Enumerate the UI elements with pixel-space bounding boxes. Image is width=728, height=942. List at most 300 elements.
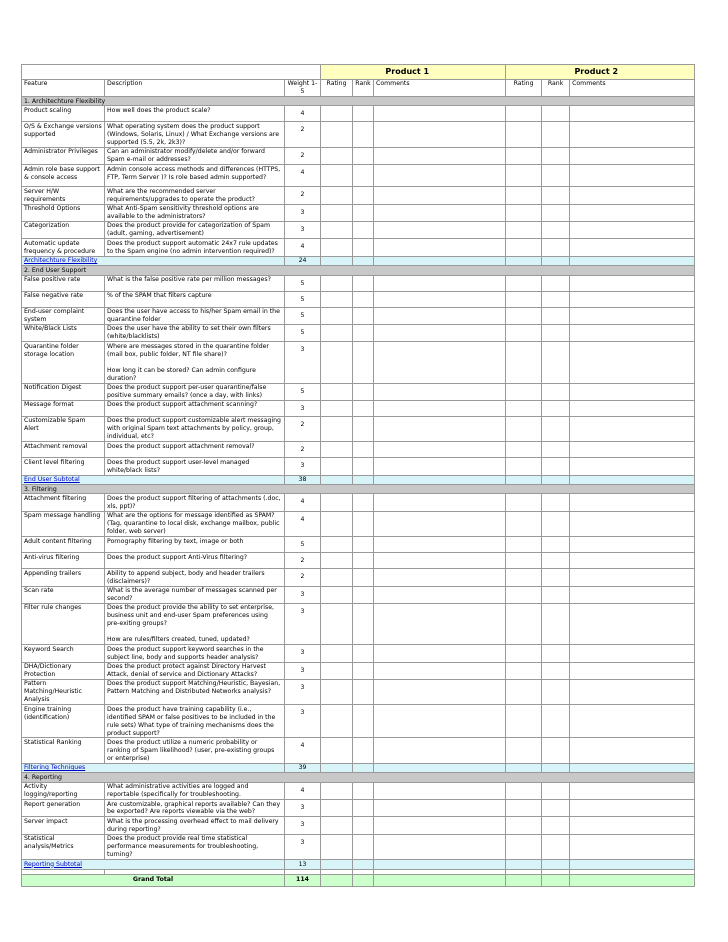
comments-cell-product-1[interactable] — [374, 400, 506, 416]
subtotal-blank-cell[interactable] — [570, 763, 695, 772]
subtotal-blank-cell[interactable] — [570, 256, 695, 265]
subtotal-label[interactable]: Filtering Techniques — [22, 763, 285, 772]
feature-cell[interactable]: End-user complaint system — [22, 307, 105, 324]
description-cell[interactable] — [105, 553, 285, 569]
rank-cell-product-1[interactable] — [353, 221, 374, 238]
weight-cell[interactable]: 3 — [285, 645, 321, 662]
comments-cell-product-2[interactable] — [570, 586, 695, 603]
grand-total-blank-cell[interactable] — [542, 875, 570, 887]
subtotal-blank-cell[interactable] — [321, 860, 353, 869]
comments-cell-product-1[interactable] — [374, 705, 506, 738]
comments-cell-product-2[interactable] — [570, 494, 695, 511]
rank-cell-product-2[interactable] — [542, 645, 570, 662]
description-cell[interactable] — [105, 679, 285, 704]
comments-cell-product-2[interactable] — [570, 342, 695, 383]
comments-cell-product-1[interactable] — [374, 834, 506, 859]
rating-cell-product-1[interactable] — [321, 291, 353, 307]
rating-header-product-1[interactable]: Rating — [321, 79, 353, 97]
rating-cell-product-2[interactable] — [506, 494, 542, 511]
subtotal-blank-cell[interactable] — [570, 475, 695, 484]
section-title[interactable]: 4. Reporting — [22, 773, 695, 782]
rating-cell-product-1[interactable] — [321, 662, 353, 679]
rating-cell-product-2[interactable] — [506, 204, 542, 221]
subtotal-weight[interactable]: 39 — [285, 763, 321, 772]
subtotal-weight[interactable]: 24 — [285, 256, 321, 265]
comments-cell-product-2[interactable] — [570, 662, 695, 679]
rating-cell-product-2[interactable] — [506, 586, 542, 603]
feature-cell[interactable]: DHA/Dictionary Protection — [22, 662, 105, 679]
description-cell[interactable] — [105, 800, 285, 817]
rating-cell-product-1[interactable] — [321, 307, 353, 324]
grand-total-blank-cell[interactable] — [374, 875, 506, 887]
rating-cell-product-1[interactable] — [321, 416, 353, 441]
feature-cell[interactable]: Client level filtering — [22, 458, 105, 475]
rating-cell-product-1[interactable] — [321, 800, 353, 817]
comments-cell-product-1[interactable] — [374, 275, 506, 291]
comments-cell-product-1[interactable] — [374, 586, 506, 603]
rank-cell-product-2[interactable] — [542, 679, 570, 704]
rank-cell-product-2[interactable] — [542, 147, 570, 164]
rank-cell-product-1[interactable] — [353, 553, 374, 569]
rank-cell-product-2[interactable] — [542, 511, 570, 536]
description-cell[interactable] — [105, 291, 285, 307]
rank-cell-product-1[interactable] — [353, 147, 374, 164]
rank-cell-product-2[interactable] — [542, 324, 570, 341]
comments-cell-product-2[interactable] — [570, 307, 695, 324]
rating-cell-product-2[interactable] — [506, 275, 542, 291]
rank-header-product-2[interactable]: Rank — [542, 79, 570, 97]
feature-cell[interactable]: Product scaling — [22, 106, 105, 122]
weight-cell[interactable]: 3 — [285, 204, 321, 221]
subtotal-blank-cell[interactable] — [506, 256, 542, 265]
rank-cell-product-2[interactable] — [542, 537, 570, 553]
comments-cell-product-1[interactable] — [374, 106, 506, 122]
rating-cell-product-2[interactable] — [506, 239, 542, 256]
feature-cell[interactable]: Spam message handling — [22, 511, 105, 536]
rating-cell-product-1[interactable] — [321, 817, 353, 834]
description-cell[interactable] — [105, 603, 285, 644]
rank-cell-product-2[interactable] — [542, 106, 570, 122]
comments-cell-product-1[interactable] — [374, 494, 506, 511]
subtotal-blank-cell[interactable] — [570, 860, 695, 869]
rank-cell-product-1[interactable] — [353, 122, 374, 147]
subtotal-label[interactable]: Reporting Subtotal — [22, 860, 285, 869]
description-cell[interactable] — [105, 239, 285, 256]
subtotal-blank-cell[interactable] — [542, 475, 570, 484]
feature-cell[interactable]: Customizable Spam Alert — [22, 416, 105, 441]
subtotal-blank-cell[interactable] — [321, 763, 353, 772]
rating-cell-product-2[interactable] — [506, 342, 542, 383]
rank-cell-product-1[interactable] — [353, 106, 374, 122]
rank-cell-product-2[interactable] — [542, 662, 570, 679]
rating-cell-product-1[interactable] — [321, 511, 353, 536]
comments-cell-product-2[interactable] — [570, 275, 695, 291]
weight-cell[interactable]: 4 — [285, 106, 321, 122]
subtotal-blank-cell[interactable] — [321, 256, 353, 265]
feature-cell[interactable]: Statistical Ranking — [22, 738, 105, 763]
rank-cell-product-2[interactable] — [542, 553, 570, 569]
rank-cell-product-1[interactable] — [353, 187, 374, 204]
weight-cell[interactable]: 3 — [285, 817, 321, 834]
rank-cell-product-2[interactable] — [542, 342, 570, 383]
rating-cell-product-2[interactable] — [506, 165, 542, 187]
comments-cell-product-1[interactable] — [374, 147, 506, 164]
weight-cell[interactable]: 5 — [285, 275, 321, 291]
rank-cell-product-1[interactable] — [353, 165, 374, 187]
comments-cell-product-1[interactable] — [374, 165, 506, 187]
rank-cell-product-1[interactable] — [353, 400, 374, 416]
description-cell[interactable] — [105, 817, 285, 834]
description-cell[interactable] — [105, 307, 285, 324]
comments-cell-product-2[interactable] — [570, 147, 695, 164]
comments-cell-product-1[interactable] — [374, 383, 506, 400]
feature-cell[interactable]: Anti-virus filtering — [22, 553, 105, 569]
rank-cell-product-1[interactable] — [353, 239, 374, 256]
comments-cell-product-1[interactable] — [374, 324, 506, 341]
comments-cell-product-2[interactable] — [570, 165, 695, 187]
comments-cell-product-1[interactable] — [374, 442, 506, 458]
rank-cell-product-2[interactable] — [542, 458, 570, 475]
rating-cell-product-2[interactable] — [506, 800, 542, 817]
description-cell[interactable] — [105, 204, 285, 221]
comments-cell-product-1[interactable] — [374, 122, 506, 147]
comments-cell-product-1[interactable] — [374, 221, 506, 238]
comments-cell-product-1[interactable] — [374, 553, 506, 569]
rating-cell-product-2[interactable] — [506, 221, 542, 238]
rating-cell-product-2[interactable] — [506, 782, 542, 799]
feature-cell[interactable]: Quarantine folder storage location — [22, 342, 105, 383]
feature-cell[interactable]: Scan rate — [22, 586, 105, 603]
comments-cell-product-2[interactable] — [570, 645, 695, 662]
rating-cell-product-1[interactable] — [321, 221, 353, 238]
description-cell[interactable] — [105, 147, 285, 164]
description-cell[interactable] — [105, 569, 285, 586]
description-cell[interactable] — [105, 738, 285, 763]
comments-cell-product-2[interactable] — [570, 324, 695, 341]
feature-cell[interactable]: Statistical analysis/Metrics — [22, 834, 105, 859]
rating-cell-product-1[interactable] — [321, 239, 353, 256]
comments-cell-product-1[interactable] — [374, 307, 506, 324]
description-cell[interactable] — [105, 705, 285, 738]
rating-cell-product-1[interactable] — [321, 147, 353, 164]
weight-cell[interactable]: 4 — [285, 494, 321, 511]
comments-cell-product-1[interactable] — [374, 738, 506, 763]
feature-cell[interactable]: Notification Digest — [22, 383, 105, 400]
comments-header-product-1[interactable]: Comments — [374, 79, 506, 97]
rating-cell-product-2[interactable] — [506, 834, 542, 859]
weight-cell[interactable]: 2 — [285, 442, 321, 458]
weight-cell[interactable]: 3 — [285, 705, 321, 738]
subtotal-blank-cell[interactable] — [353, 763, 374, 772]
grand-total-blank-cell[interactable] — [353, 875, 374, 887]
rating-cell-product-2[interactable] — [506, 817, 542, 834]
rank-cell-product-2[interactable] — [542, 494, 570, 511]
comments-cell-product-2[interactable] — [570, 834, 695, 859]
weight-cell[interactable]: 5 — [285, 383, 321, 400]
comments-cell-product-1[interactable] — [374, 239, 506, 256]
description-cell[interactable] — [105, 122, 285, 147]
rank-header-product-1[interactable]: Rank — [353, 79, 374, 97]
feature-cell[interactable]: Keyword Search — [22, 645, 105, 662]
feature-cell[interactable]: Adult content filtering — [22, 537, 105, 553]
rank-cell-product-1[interactable] — [353, 800, 374, 817]
rating-cell-product-2[interactable] — [506, 511, 542, 536]
description-cell[interactable] — [105, 662, 285, 679]
weight-cell[interactable]: 3 — [285, 662, 321, 679]
description-cell[interactable] — [105, 494, 285, 511]
rank-cell-product-1[interactable] — [353, 662, 374, 679]
subtotal-blank-cell[interactable] — [542, 860, 570, 869]
comments-cell-product-2[interactable] — [570, 738, 695, 763]
rating-cell-product-2[interactable] — [506, 383, 542, 400]
rank-cell-product-2[interactable] — [542, 705, 570, 738]
rank-cell-product-2[interactable] — [542, 307, 570, 324]
comments-cell-product-2[interactable] — [570, 603, 695, 644]
rating-cell-product-1[interactable] — [321, 553, 353, 569]
weight-cell[interactable]: 3 — [285, 679, 321, 704]
rank-cell-product-1[interactable] — [353, 511, 374, 536]
rating-cell-product-1[interactable] — [321, 187, 353, 204]
description-cell[interactable] — [105, 645, 285, 662]
rating-cell-product-2[interactable] — [506, 679, 542, 704]
comments-cell-product-1[interactable] — [374, 817, 506, 834]
section-title[interactable]: 3. Filtering — [22, 485, 695, 494]
comments-cell-product-2[interactable] — [570, 537, 695, 553]
subtotal-blank-cell[interactable] — [353, 860, 374, 869]
rank-cell-product-2[interactable] — [542, 275, 570, 291]
comments-cell-product-2[interactable] — [570, 383, 695, 400]
rating-cell-product-2[interactable] — [506, 738, 542, 763]
comments-cell-product-2[interactable] — [570, 106, 695, 122]
comments-cell-product-1[interactable] — [374, 204, 506, 221]
comments-cell-product-1[interactable] — [374, 511, 506, 536]
weight-cell[interactable]: 4 — [285, 239, 321, 256]
subtotal-weight[interactable]: 38 — [285, 475, 321, 484]
feature-cell[interactable]: Pattern Matching/Heuristic Analysis — [22, 679, 105, 704]
rating-cell-product-1[interactable] — [321, 494, 353, 511]
rank-cell-product-2[interactable] — [542, 204, 570, 221]
rating-cell-product-2[interactable] — [506, 400, 542, 416]
feature-cell[interactable]: False negative rate — [22, 291, 105, 307]
section-title[interactable]: 2. End User Support — [22, 266, 695, 275]
rating-cell-product-1[interactable] — [321, 705, 353, 738]
feature-cell[interactable]: White/Black Lists — [22, 324, 105, 341]
rank-cell-product-1[interactable] — [353, 603, 374, 644]
rating-cell-product-1[interactable] — [321, 458, 353, 475]
rank-cell-product-2[interactable] — [542, 187, 570, 204]
comments-cell-product-2[interactable] — [570, 221, 695, 238]
rating-cell-product-2[interactable] — [506, 662, 542, 679]
rank-cell-product-1[interactable] — [353, 458, 374, 475]
comments-cell-product-2[interactable] — [570, 291, 695, 307]
feature-cell[interactable]: Message format — [22, 400, 105, 416]
comments-cell-product-1[interactable] — [374, 291, 506, 307]
rank-cell-product-1[interactable] — [353, 679, 374, 704]
rank-cell-product-1[interactable] — [353, 275, 374, 291]
description-cell[interactable] — [105, 400, 285, 416]
subtotal-blank-cell[interactable] — [353, 475, 374, 484]
subtotal-label[interactable]: Architechture Flexibility — [22, 256, 285, 265]
comments-cell-product-2[interactable] — [570, 187, 695, 204]
weight-header[interactable]: Weight 1-5 — [285, 79, 321, 97]
weight-cell[interactable]: 5 — [285, 291, 321, 307]
rank-cell-product-2[interactable] — [542, 291, 570, 307]
weight-cell[interactable]: 3 — [285, 603, 321, 644]
rank-cell-product-2[interactable] — [542, 817, 570, 834]
comments-cell-product-2[interactable] — [570, 553, 695, 569]
feature-cell[interactable]: Server H/W requirements — [22, 187, 105, 204]
weight-cell[interactable]: 4 — [285, 738, 321, 763]
description-cell[interactable] — [105, 187, 285, 204]
comments-cell-product-2[interactable] — [570, 569, 695, 586]
comments-cell-product-1[interactable] — [374, 603, 506, 644]
subtotal-blank-cell[interactable] — [506, 763, 542, 772]
subtotal-blank-cell[interactable] — [542, 763, 570, 772]
rank-cell-product-2[interactable] — [542, 586, 570, 603]
grand-total-weight[interactable]: 114 — [285, 875, 321, 887]
comments-cell-product-1[interactable] — [374, 800, 506, 817]
weight-cell[interactable]: 5 — [285, 324, 321, 341]
subtotal-blank-cell[interactable] — [374, 256, 506, 265]
comments-cell-product-1[interactable] — [374, 416, 506, 441]
feature-cell[interactable]: Engine training (identification) — [22, 705, 105, 738]
feature-cell[interactable]: Threshold Options — [22, 204, 105, 221]
description-cell[interactable] — [105, 324, 285, 341]
description-cell[interactable] — [105, 537, 285, 553]
weight-cell[interactable]: 2 — [285, 147, 321, 164]
rating-cell-product-1[interactable] — [321, 122, 353, 147]
comments-cell-product-1[interactable] — [374, 645, 506, 662]
comments-cell-product-2[interactable] — [570, 442, 695, 458]
description-cell[interactable] — [105, 383, 285, 400]
rank-cell-product-1[interactable] — [353, 645, 374, 662]
feature-cell[interactable]: Appending trailers — [22, 569, 105, 586]
comments-cell-product-2[interactable] — [570, 817, 695, 834]
comments-cell-product-1[interactable] — [374, 569, 506, 586]
comments-cell-product-2[interactable] — [570, 122, 695, 147]
rating-cell-product-2[interactable] — [506, 147, 542, 164]
rating-header-product-2[interactable]: Rating — [506, 79, 542, 97]
comments-cell-product-1[interactable] — [374, 662, 506, 679]
subtotal-blank-cell[interactable] — [542, 256, 570, 265]
section-title[interactable]: 1. Architechture Flexibility — [22, 97, 695, 106]
comments-cell-product-2[interactable] — [570, 679, 695, 704]
comments-cell-product-2[interactable] — [570, 705, 695, 738]
rating-cell-product-1[interactable] — [321, 645, 353, 662]
rank-cell-product-1[interactable] — [353, 342, 374, 383]
weight-cell[interactable]: 2 — [285, 553, 321, 569]
rating-cell-product-1[interactable] — [321, 442, 353, 458]
rating-cell-product-2[interactable] — [506, 442, 542, 458]
rating-cell-product-1[interactable] — [321, 324, 353, 341]
rank-cell-product-2[interactable] — [542, 383, 570, 400]
comments-cell-product-2[interactable] — [570, 511, 695, 536]
rating-cell-product-1[interactable] — [321, 537, 353, 553]
description-cell[interactable] — [105, 586, 285, 603]
rank-cell-product-2[interactable] — [542, 416, 570, 441]
rank-cell-product-2[interactable] — [542, 738, 570, 763]
rating-cell-product-1[interactable] — [321, 603, 353, 644]
grand-total-label[interactable]: Grand Total — [22, 875, 285, 887]
description-cell[interactable] — [105, 834, 285, 859]
rating-cell-product-2[interactable] — [506, 537, 542, 553]
weight-cell[interactable]: 2 — [285, 187, 321, 204]
feature-cell[interactable]: Administrator Privileges — [22, 147, 105, 164]
weight-cell[interactable]: 3 — [285, 221, 321, 238]
description-cell[interactable] — [105, 782, 285, 799]
comments-cell-product-2[interactable] — [570, 204, 695, 221]
feature-cell[interactable]: Report generation — [22, 800, 105, 817]
rank-cell-product-2[interactable] — [542, 221, 570, 238]
rank-cell-product-1[interactable] — [353, 569, 374, 586]
weight-cell[interactable]: 2 — [285, 122, 321, 147]
subtotal-label[interactable]: End User Subtotal — [22, 475, 285, 484]
comments-cell-product-1[interactable] — [374, 342, 506, 383]
weight-cell[interactable]: 3 — [285, 400, 321, 416]
subtotal-blank-cell[interactable] — [374, 860, 506, 869]
rank-cell-product-1[interactable] — [353, 537, 374, 553]
rank-cell-product-1[interactable] — [353, 705, 374, 738]
rating-cell-product-1[interactable] — [321, 738, 353, 763]
feature-cell[interactable]: Server impact — [22, 817, 105, 834]
grand-total-blank-cell[interactable] — [570, 875, 695, 887]
rank-cell-product-1[interactable] — [353, 782, 374, 799]
rank-cell-product-2[interactable] — [542, 165, 570, 187]
weight-cell[interactable]: 4 — [285, 782, 321, 799]
subtotal-blank-cell[interactable] — [374, 763, 506, 772]
rating-cell-product-2[interactable] — [506, 106, 542, 122]
rank-cell-product-1[interactable] — [353, 738, 374, 763]
rank-cell-product-1[interactable] — [353, 586, 374, 603]
comments-cell-product-2[interactable] — [570, 400, 695, 416]
rating-cell-product-2[interactable] — [506, 645, 542, 662]
rating-cell-product-1[interactable] — [321, 400, 353, 416]
rank-cell-product-2[interactable] — [542, 782, 570, 799]
rating-cell-product-2[interactable] — [506, 416, 542, 441]
rating-cell-product-2[interactable] — [506, 122, 542, 147]
rating-cell-product-1[interactable] — [321, 569, 353, 586]
feature-cell[interactable]: Attachment removal — [22, 442, 105, 458]
weight-cell[interactable]: 5 — [285, 307, 321, 324]
product-1-header[interactable]: Product 1 — [321, 65, 506, 80]
rating-cell-product-1[interactable] — [321, 165, 353, 187]
rank-cell-product-2[interactable] — [542, 400, 570, 416]
weight-cell[interactable]: 3 — [285, 342, 321, 383]
comments-cell-product-1[interactable] — [374, 679, 506, 704]
product-2-header[interactable]: Product 2 — [506, 65, 695, 80]
rating-cell-product-1[interactable] — [321, 383, 353, 400]
feature-cell[interactable]: Activity logging/reporting — [22, 782, 105, 799]
rating-cell-product-2[interactable] — [506, 553, 542, 569]
rank-cell-product-1[interactable] — [353, 494, 374, 511]
rating-cell-product-2[interactable] — [506, 458, 542, 475]
subtotal-blank-cell[interactable] — [506, 475, 542, 484]
grand-total-blank-cell[interactable] — [506, 875, 542, 887]
feature-cell[interactable]: Admin role base support & console access — [22, 165, 105, 187]
comments-cell-product-1[interactable] — [374, 782, 506, 799]
rating-cell-product-2[interactable] — [506, 603, 542, 644]
subtotal-blank-cell[interactable] — [321, 475, 353, 484]
subtotal-blank-cell[interactable] — [374, 475, 506, 484]
weight-cell[interactable]: 2 — [285, 416, 321, 441]
subtotal-blank-cell[interactable] — [353, 256, 374, 265]
rating-cell-product-2[interactable] — [506, 324, 542, 341]
description-cell[interactable] — [105, 511, 285, 536]
rating-cell-product-2[interactable] — [506, 291, 542, 307]
description-cell[interactable] — [105, 165, 285, 187]
weight-cell[interactable]: 3 — [285, 834, 321, 859]
description-cell[interactable] — [105, 106, 285, 122]
